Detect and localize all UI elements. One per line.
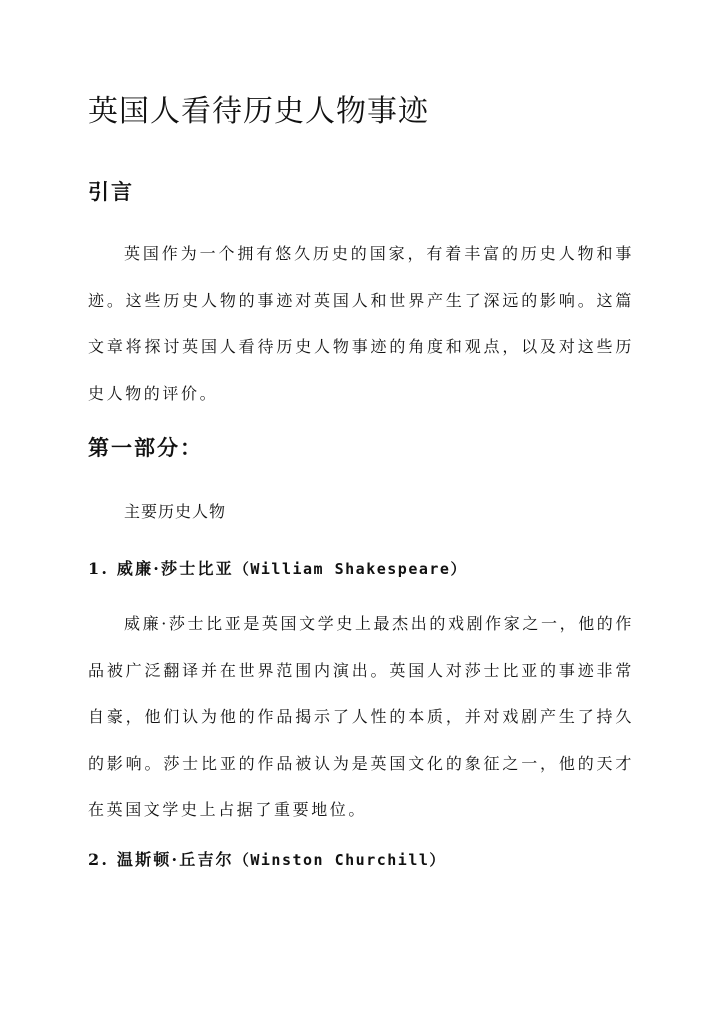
item-number: 1. [88,559,110,578]
part1-subheading: 主要历史人物 [124,502,227,521]
item-heading-1 [88,556,467,579]
part1-heading: 第一部分： [88,435,203,460]
item-name-en: （Winston Churchill） [233,851,446,869]
intro-paragraph: 英国作为一个拥有悠久历史的国家，有着丰富的历史人物和事迹。这些历史人物的事迹对英国人和世界产生了深远的影响。这篇文章将探讨英国人看待历史人物事迹的角度和观点，以及对这些历史人物的评价。 [88,244,634,403]
item-paragraph-1: 威廉·莎士比亚是英国文学史上最杰出的戏剧作家之一，他的作品被广泛翻译并在世界范围内演出。英国人对莎士比亚的事迹非常自豪，他们认为他的作品揭示了人性的本质，并对戏剧产生了持久的影响。莎士比亚的作品被认为是英国文化的象征之一，他的天才在英国文学史上占据了重要地位。 [88,614,634,819]
item-heading-2 [88,847,446,870]
intro-heading: 引言 [88,179,134,204]
item-name-en: （William Shakespeare） [233,560,467,578]
item-name-cn: 温斯顿·丘吉尔 [116,850,234,869]
document-title: 英国人看待历史人物事迹 [88,94,429,129]
item-name-cn: 威廉·莎士比亚 [116,559,234,578]
item-number: 2. [88,850,110,869]
